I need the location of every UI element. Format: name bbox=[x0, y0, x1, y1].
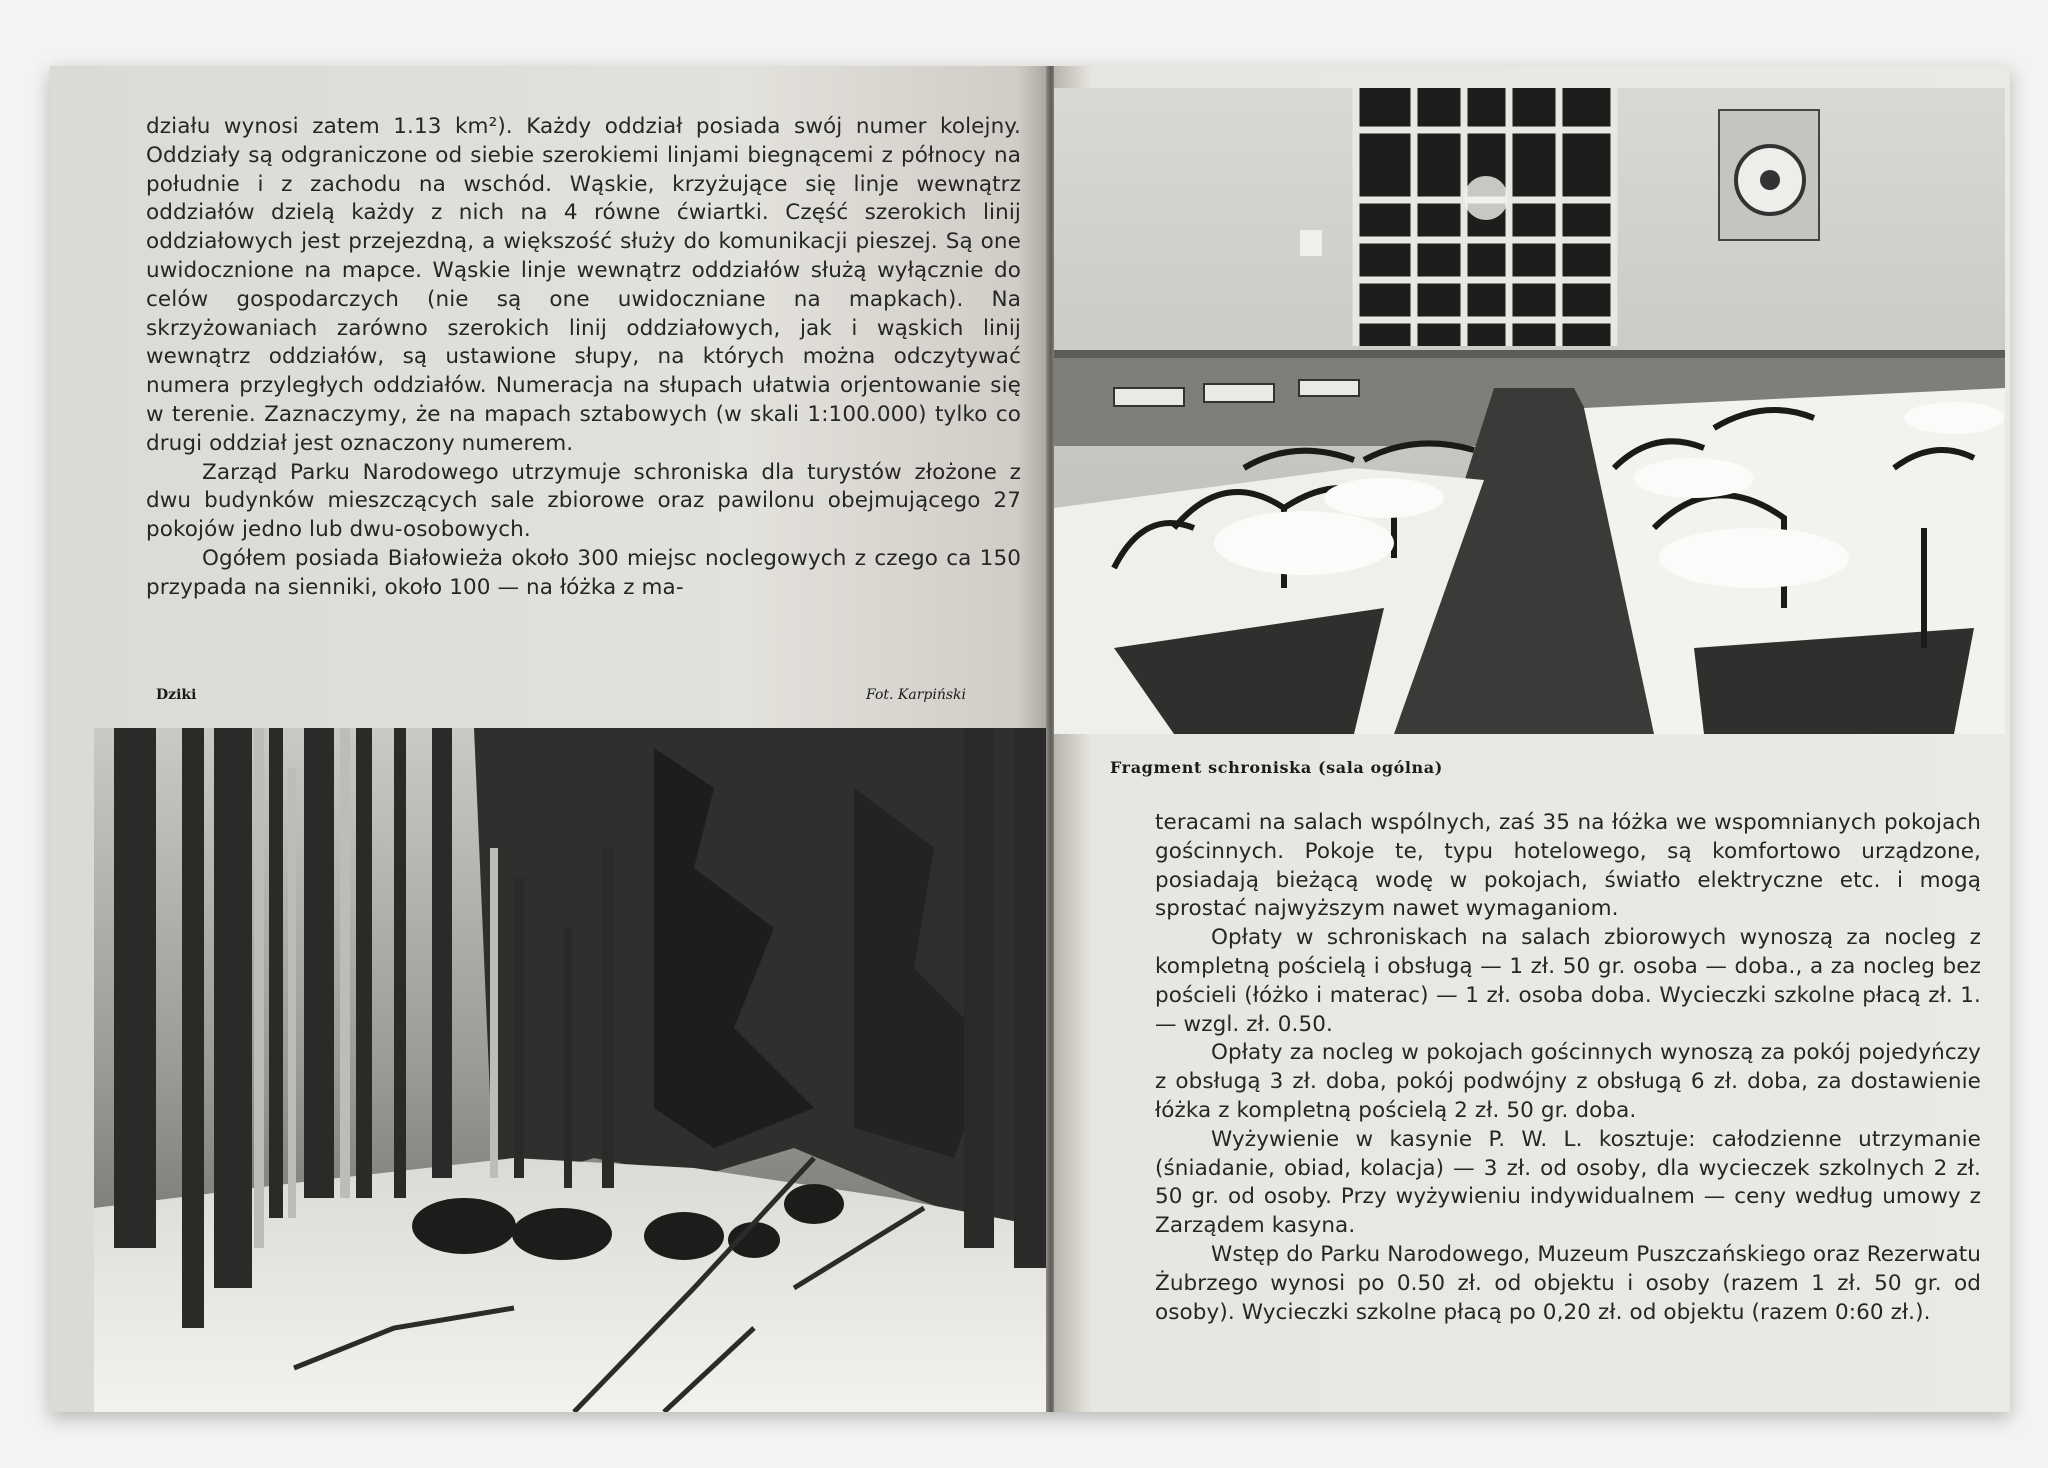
right-page-text bbox=[1155, 809, 1981, 1327]
dormitory-beds-photo bbox=[1054, 88, 2005, 734]
left-paragraph-2: Zarząd Parku Narodowego utrzymuje schroniska dla turystów złożone z dwu budynków mieszczących sale zbiorowe oraz pawilonu obejmującego 27 pokojów jedno lub dwu-osobowych. bbox=[146, 459, 1021, 543]
right-page bbox=[1054, 66, 2010, 1412]
right-paragraph-3: Opłaty za nocleg w pokojach gościnnych wynoszą za pokój pojedyńczy z obsługą 3 zł. doba, pokój podwójny z obsługą 6 zł. doba, za dostawienie łóżka z kompletną pościelą 2 zł. 50 gr. doba. bbox=[1155, 1040, 1981, 1123]
right-paragraph-2: Opłaty w schroniskach na salach zbiorowych wynoszą za nocleg z kompletną pościelą i obsługą — 1 zł. 50 gr. osoba — doba., a za nocleg bez pościeli (łóżko i materac) — 1 zł. osoba doba. Wycieczki szkolne płacą zł. 1.— wzgl. zł. 0.50. bbox=[1155, 925, 1981, 1037]
photo-caption-boars: Dziki bbox=[156, 687, 197, 703]
left-paragraph-1: działu wynosi zatem 1.13 km²). Każdy oddział posiada swój numer kolejny. Oddziały są odgraniczone od siebie szerokiemi linjami biegnącemi z północy na południe i z zachodu na wschód. Wąskie, krzyżujące się linje wewnątrz oddziałów dzielą każdy z nich na 4 równe ćwiartki. Część szerokich linij oddziałowych jest przejezdną, a większość służy do komunikacji pieszej. Są one uwidocznione na mapce. Wąskie linje wewnątrz oddziałów służą wyłącznie do celów gospodarczych (nie są one uwidoczniane na mapkach). Na skrzyżowaniach zarówno szerokich linij oddziałowych, jak i wąskich linij wewnątrz oddziałów, są ustawione słupy, na których można odczytywać numera przyległych oddziałów. Numeracja na słupach ułatwia orjentowanie się w terenie. Zaznaczymy, że na mapach sztabowych (w skali 1:100.000) tylko co drugi oddział jest oznaczony numerem. bbox=[146, 114, 1021, 456]
right-paragraph-5: Wstęp do Parku Narodowego, Muzeum Puszczańskiego oraz Rezerwatu Żubrzego wynosi po 0.50 zł. od objektu i osoby (razem 1 zł. 50 gr. od osoby). Wycieczki szkolne płacą po 0,20 zł. od objektu (razem 0:60 zł.). bbox=[1155, 1241, 1981, 1325]
left-page bbox=[50, 66, 1048, 1412]
right-paragraph-1: teracami na salach wspólnych, zaś 35 na łóżka we wspomnianych pokojach gościnnych. Pokoje te, typu hotelowego, są komfortowo urządzone, posiadają bieżącą wodę w pokojach, światło elektryczne etc. i mogą sprostać najwyższym nawet wymaganiom. bbox=[1155, 810, 1981, 922]
photo-credit: Fot. Karpiński bbox=[866, 687, 967, 703]
right-paragraph-4: Wyżywienie w kasynie P. W. L. kosztuje: całodzienne utrzymanie (śniadanie, obiad, kolacja) — 3 zł. od osoby, dla wycieczek szkolnych 2 zł. 50 gr. od osoby. Przy wyżywieniu indywidualnem — ceny według umowy z Zarządem kasyna. bbox=[1155, 1126, 1981, 1239]
left-page-text bbox=[146, 113, 1021, 673]
left-paragraph-3: Ogółem posiada Białowieża około 300 miejsc noclegowych z czego ca 150 przypada na sienniki, około 100 — na łóżka z ma- bbox=[146, 545, 1021, 600]
photo-caption-dormitory: Fragment schroniska (sala ogólna) bbox=[1110, 758, 1443, 777]
booklet-spread bbox=[50, 66, 2010, 1412]
boars-in-snowy-forest-photo bbox=[94, 728, 1048, 1412]
